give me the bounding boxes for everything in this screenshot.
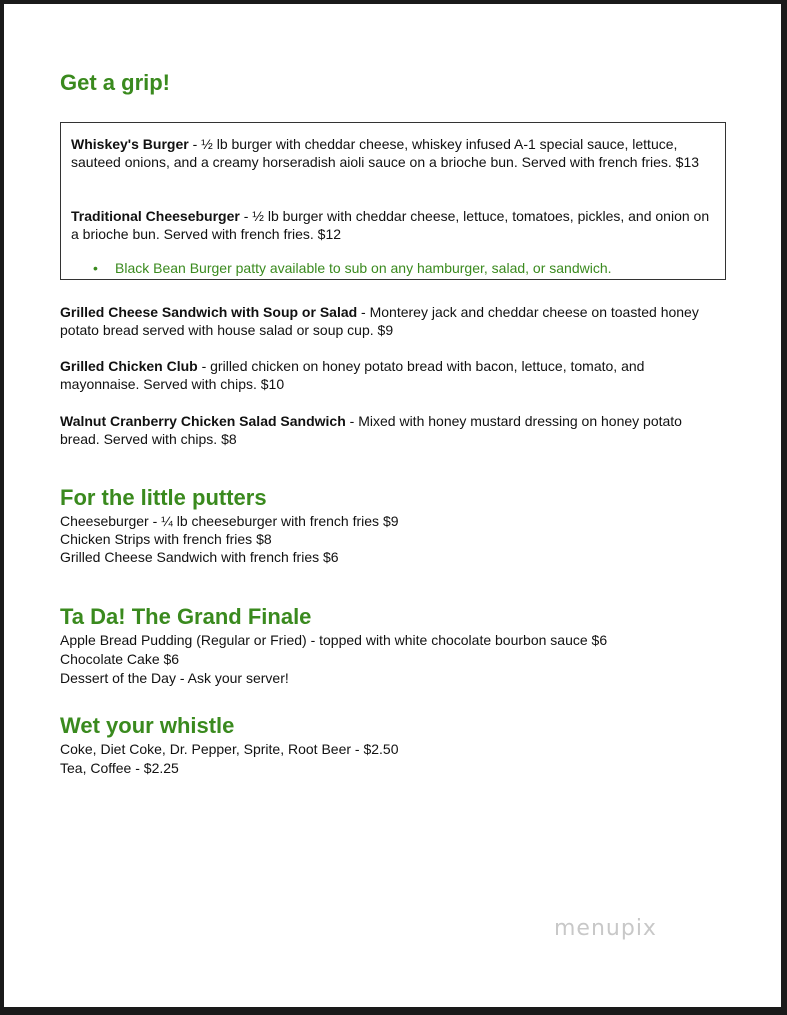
bullet-icon: • — [93, 260, 98, 276]
note-text: Black Bean Burger patty available to sub on any hamburger, salad, or sandwich. — [115, 260, 612, 276]
kids-line: Cheeseburger - ¼ lb cheeseburger with french fries $9 — [60, 513, 399, 529]
item-desc: - Mixed with honey mustard dressing on honey potato bread. Served with chips. $8 — [60, 413, 682, 447]
item-desc: - Monterey jack and cheddar cheese on toasted honey potato bread served with house salad or soup cup. $9 — [60, 304, 699, 338]
menu-item-whiskeys-burger — [71, 135, 711, 171]
burger-box — [60, 122, 726, 280]
menu-item-walnut-cranberry — [60, 412, 720, 448]
section-title-wet-your-whistle: Wet your whistle — [60, 713, 235, 738]
menu-page — [4, 4, 781, 1007]
section-title-get-a-grip: Get a grip! — [60, 70, 171, 95]
menu-item-grilled-cheese-soup-salad — [60, 303, 720, 339]
menu-item-grilled-chicken-club — [60, 357, 720, 393]
item-name: Grilled Chicken Club — [60, 358, 198, 374]
dessert-line: Apple Bread Pudding (Regular or Fried) - topped with white chocolate bourbon sauce $6 — [60, 632, 608, 648]
item-name: Whiskey's Burger — [71, 136, 189, 152]
dessert-line: Dessert of the Day - Ask your server! — [60, 670, 289, 686]
item-desc: - ½ lb burger with cheddar cheese, whiskey infused A-1 special sauce, lettuce, sauteed onions, and a creamy horseradish aioli sauce on a brioche bun. Served with french fries. $13 — [71, 136, 700, 170]
drinks-line: Coke, Diet Coke, Dr. Pepper, Sprite, Root Beer - $2.50 — [60, 741, 399, 757]
menu-item-traditional-cheeseburger — [71, 207, 711, 243]
item-desc: - grilled chicken on honey potato bread with bacon, lettuce, tomato, and mayonnaise. Served with chips. $10 — [60, 358, 645, 392]
kids-line: Grilled Cheese Sandwich with french fries $6 — [60, 549, 339, 565]
item-name: Walnut Cranberry Chicken Salad Sandwich — [60, 413, 346, 429]
drinks-line: Tea, Coffee - $2.25 — [60, 760, 179, 776]
item-desc: - ½ lb burger with cheddar cheese, lettuce, tomatoes, pickles, and onion on a brioche bun. Served with french fries. $12 — [71, 208, 710, 242]
menupix-watermark: menupix — [554, 916, 657, 941]
section-title-little-putters: For the little putters — [60, 485, 267, 510]
item-name: Traditional Cheeseburger — [71, 208, 240, 224]
kids-line: Chicken Strips with french fries $8 — [60, 531, 272, 547]
dessert-line: Chocolate Cake $6 — [60, 651, 180, 667]
item-name: Grilled Cheese Sandwich with Soup or Salad — [60, 304, 358, 320]
black-bean-note — [93, 259, 612, 277]
section-title-grand-finale: Ta Da! The Grand Finale — [60, 604, 312, 629]
